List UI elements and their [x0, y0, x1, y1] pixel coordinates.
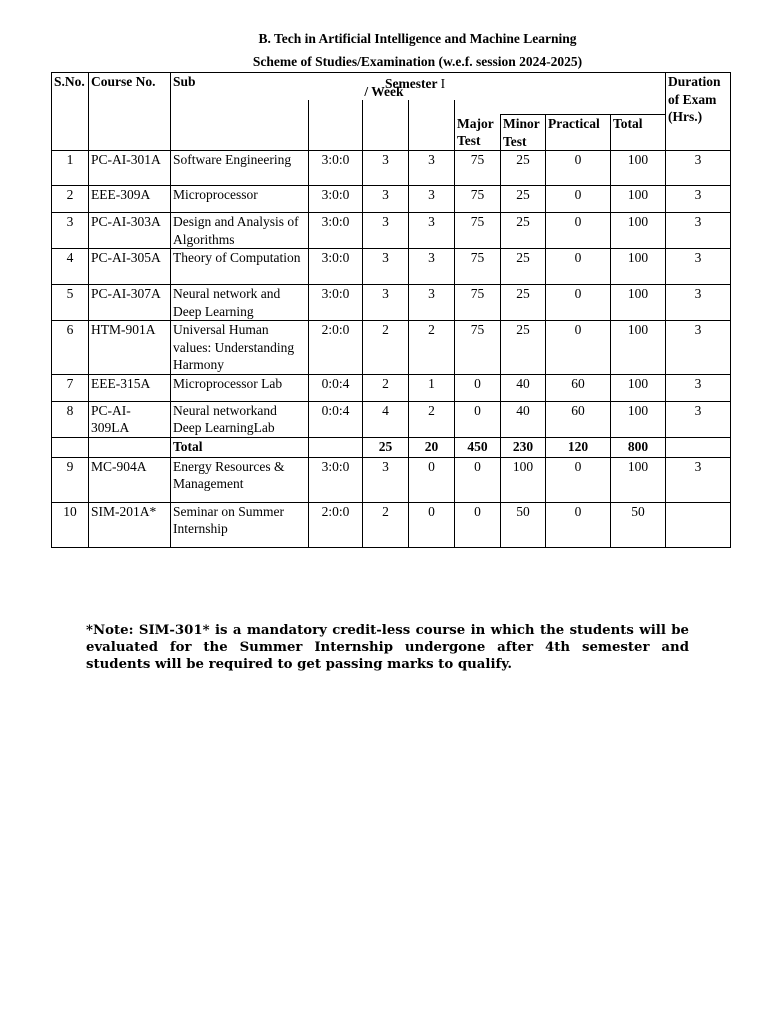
cell-ltp: 3:0:0: [309, 457, 363, 502]
cell-duration: 3: [666, 213, 731, 249]
cell-major: 0: [455, 374, 501, 401]
cell-total: 100: [611, 213, 666, 249]
cell-duration: 3: [666, 374, 731, 401]
cell-credits: 1: [409, 374, 455, 401]
table-row: [52, 151, 731, 186]
cell-course: PC-AI-301A: [89, 151, 171, 186]
cell-sno: 2: [52, 186, 89, 213]
cell-minor: 40: [501, 374, 546, 401]
cell-course: HTM-901A: [89, 321, 171, 375]
cell-subject: Theory of Computation: [171, 249, 309, 285]
cell-major: 75: [455, 151, 501, 186]
cell-credits: 0: [409, 502, 455, 547]
cell-subject: Universal Human values: Understanding Harmony: [171, 321, 309, 375]
header-top-line: [639, 72, 667, 73]
cell-major: 75: [455, 321, 501, 375]
cell-duration: 3: [666, 249, 731, 285]
cell-subject: Neural networkand Deep LearningLab: [171, 401, 309, 437]
cell-ltp: 0:0:4: [309, 374, 363, 401]
cell-major: 0: [455, 401, 501, 437]
table-row: [52, 249, 731, 285]
cell-total: 100: [611, 321, 666, 375]
cell-hours: 3: [363, 213, 409, 249]
cell-empty: [52, 437, 89, 457]
cell-minor: 25: [501, 151, 546, 186]
cell-practical: 0: [546, 186, 611, 213]
cell-total: 100: [611, 151, 666, 186]
cell-credits: 3: [409, 213, 455, 249]
table-row: [52, 186, 731, 213]
cell-minor: 40: [501, 401, 546, 437]
table-row: [52, 457, 731, 502]
cell-major: 75: [455, 285, 501, 321]
cell-subject: Microprocessor: [171, 186, 309, 213]
cell-duration: 3: [666, 285, 731, 321]
cell-minor: 25: [501, 249, 546, 285]
cell-ltp: 2:0:0: [309, 321, 363, 375]
cell-hours: 3: [363, 249, 409, 285]
cell-total: 100: [611, 186, 666, 213]
cell-course: PC-AI-305A: [89, 249, 171, 285]
cell-subject: Seminar on Summer Internship: [171, 502, 309, 547]
cell-ltp: 3:0:0: [309, 285, 363, 321]
cell-course: MC-904A: [89, 457, 171, 502]
table-row: [52, 401, 731, 437]
cell-duration: 3: [666, 401, 731, 437]
cell-hours: 2: [363, 321, 409, 375]
cell-subject: Energy Resources & Management: [171, 457, 309, 502]
total-minor: 230: [501, 437, 546, 457]
cell-duration: 3: [666, 457, 731, 502]
document-subtitle: Scheme of Studies/Examination (w.e.f. session 2024-2025): [252, 54, 583, 69]
semester-label: Semester I: [385, 76, 446, 91]
cell-practical: 0: [546, 321, 611, 375]
cell-minor: 25: [501, 285, 546, 321]
cell-sno: 5: [52, 285, 89, 321]
cell-hours: 3: [363, 151, 409, 186]
header-practical: Practical: [546, 115, 611, 151]
cell-credits: 3: [409, 186, 455, 213]
table-row: [52, 213, 731, 249]
cell-major: 75: [455, 186, 501, 213]
cell-subject: Microprocessor Lab: [171, 374, 309, 401]
total-hours: 25: [363, 437, 409, 457]
cell-practical: 0: [546, 285, 611, 321]
cell-course: PC-AI-309LA: [89, 401, 171, 437]
cell-sno: 4: [52, 249, 89, 285]
cell-sno: 7: [52, 374, 89, 401]
totals-label: Total: [171, 437, 309, 457]
cell-duration: 3: [666, 321, 731, 375]
header-subject: Sub: [171, 73, 309, 151]
cell-major: 75: [455, 213, 501, 249]
cell-course: PC-AI-303A: [89, 213, 171, 249]
cell-hours: 2: [363, 374, 409, 401]
cell-sno: 8: [52, 401, 89, 437]
cell-practical: 0: [546, 213, 611, 249]
cell-minor: 50: [501, 502, 546, 547]
cell-sno: 10: [52, 502, 89, 547]
cell-ltp: 3:0:0: [309, 213, 363, 249]
cell-credits: 2: [409, 321, 455, 375]
table-row: [52, 502, 731, 547]
cell-hours: 2: [363, 502, 409, 547]
cell-major: 75: [455, 249, 501, 285]
cell-hours: 3: [363, 186, 409, 213]
cell-course: SIM-201A*: [89, 502, 171, 547]
cell-minor: 25: [501, 186, 546, 213]
cell-major: 0: [455, 457, 501, 502]
cell-total: 100: [611, 457, 666, 502]
cell-ltp: 2:0:0: [309, 502, 363, 547]
cell-subject: Design and Analysis of Algorithms: [171, 213, 309, 249]
cell-total: 100: [611, 374, 666, 401]
cell-hours: 3: [363, 285, 409, 321]
total-practical: 120: [546, 437, 611, 457]
cell-hours: 3: [363, 457, 409, 502]
header-major-test: Major Test: [455, 115, 501, 151]
cell-ltp: 3:0:0: [309, 151, 363, 186]
cell-course: PC-AI-307A: [89, 285, 171, 321]
cell-minor: 100: [501, 457, 546, 502]
cell-practical: 0: [546, 457, 611, 502]
cell-credits: 3: [409, 285, 455, 321]
cell-sno: 9: [52, 457, 89, 502]
cell-hours: 4: [363, 401, 409, 437]
cell-practical: 60: [546, 401, 611, 437]
cell-subject: Software Engineering: [171, 151, 309, 186]
cell-duration: 3: [666, 186, 731, 213]
cell-total: 100: [611, 249, 666, 285]
cell-subject: Neural network and Deep Learning: [171, 285, 309, 321]
cell-ltp: 3:0:0: [309, 249, 363, 285]
cell-total: 100: [611, 285, 666, 321]
footnote: *Note: SIM-301* is a mandatory credit-less course in which the students will be evaluated for the Summer Internship undergone after 4th semester and students will be required to get passing marks to qualify.: [86, 623, 689, 672]
cell-minor: 25: [501, 321, 546, 375]
cell-ltp: 3:0:0: [309, 186, 363, 213]
cell-sno: 1: [52, 151, 89, 186]
header-duration: Duration of Exam (Hrs.): [666, 73, 731, 151]
cell-empty: [89, 437, 171, 457]
cell-course: EEE-309A: [89, 186, 171, 213]
header-course-no: Course No.: [89, 73, 171, 151]
scheme-table: [51, 72, 731, 548]
cell-sno: 3: [52, 213, 89, 249]
cell-sno: 6: [52, 321, 89, 375]
header-total: Total: [611, 115, 666, 151]
cell-course: EEE-315A: [89, 374, 171, 401]
cell-duration: [666, 502, 731, 547]
totals-row: [52, 437, 731, 457]
cell-empty: [309, 437, 363, 457]
table-row: [52, 374, 731, 401]
header-minor-test: Minor Test: [501, 115, 546, 151]
cell-total: 100: [611, 401, 666, 437]
cell-minor: 25: [501, 213, 546, 249]
week-fragment: / Week: [364, 84, 404, 99]
cell-total: 50: [611, 502, 666, 547]
cell-credits: 3: [409, 151, 455, 186]
cell-duration: 3: [666, 151, 731, 186]
cell-ltp: 0:0:4: [309, 401, 363, 437]
cell-credits: 3: [409, 249, 455, 285]
cell-practical: 0: [546, 151, 611, 186]
header-sno: S.No.: [52, 73, 89, 151]
total-major: 450: [455, 437, 501, 457]
cell-empty: [666, 437, 731, 457]
cell-practical: 60: [546, 374, 611, 401]
table-row: [52, 321, 731, 375]
total-marks: 800: [611, 437, 666, 457]
table-row: [52, 285, 731, 321]
cell-major: 0: [455, 502, 501, 547]
document-title: B. Tech in Artificial Intelligence and Machine Learning: [258, 31, 577, 46]
cell-credits: 2: [409, 401, 455, 437]
cell-credits: 0: [409, 457, 455, 502]
cell-practical: 0: [546, 249, 611, 285]
cell-practical: 0: [546, 502, 611, 547]
total-credits: 20: [409, 437, 455, 457]
